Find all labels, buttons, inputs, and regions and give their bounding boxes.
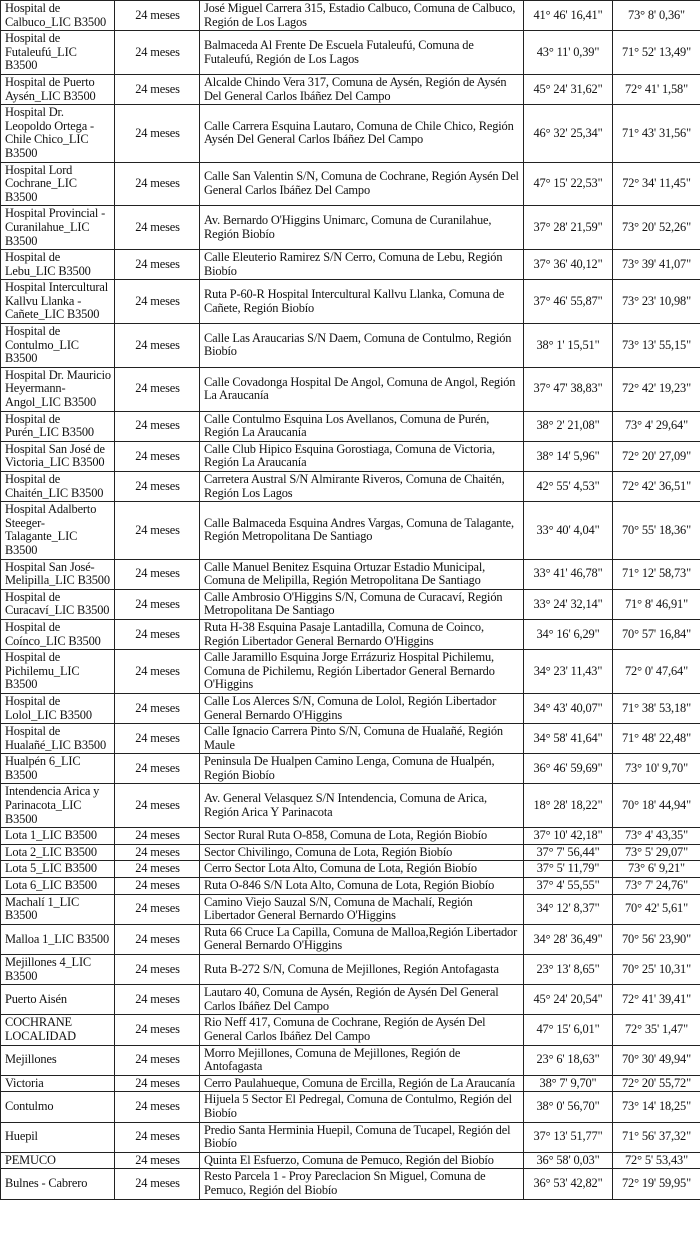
longitude-cell: 73° 13' 55,15" [613, 324, 700, 368]
address-cell: Sector Chivilingo, Comuna de Lota, Región Biobío [200, 844, 524, 861]
address-cell: Predio Santa Herminia Huepil, Comuna de Tucapel, Región del Biobío [200, 1122, 524, 1152]
table-row [1, 502, 700, 559]
site-name-cell: Hospital de Purén_LIC B3500 [1, 411, 115, 441]
table-row [1, 828, 700, 845]
longitude-cell: 72° 20' 27,09" [613, 441, 700, 471]
table-row [1, 1169, 700, 1199]
latitude-cell: 34° 12' 8,37" [524, 894, 613, 924]
longitude-cell: 73° 14' 18,25" [613, 1092, 700, 1122]
term-cell: 24 meses [115, 324, 200, 368]
term-cell: 24 meses [115, 693, 200, 723]
latitude-cell: 37° 7' 56,44" [524, 844, 613, 861]
longitude-cell: 72° 5' 53,43" [613, 1152, 700, 1169]
table-row [1, 411, 700, 441]
latitude-cell: 34° 43' 40,07" [524, 693, 613, 723]
table-row [1, 878, 700, 895]
longitude-cell: 73° 8' 0,36" [613, 1, 700, 31]
table-row [1, 367, 700, 411]
latitude-cell: 37° 13' 51,77" [524, 1122, 613, 1152]
address-cell: Morro Mejillones, Comuna de Mejillones, Región de Antofagasta [200, 1045, 524, 1075]
site-name-cell: Hualpén 6_LIC B3500 [1, 754, 115, 784]
address-cell: José Miguel Carrera 315, Estadio Calbuco, Comuna de Calbuco, Región de Los Lagos [200, 1, 524, 31]
latitude-cell: 36° 53' 42,82" [524, 1169, 613, 1199]
site-name-cell: Hospital San José-Melipilla_LIC B3500 [1, 559, 115, 589]
address-cell: Calle Ambrosio O'Higgins S/N, Comuna de Curacaví, Región Metropolitana De Santiago [200, 589, 524, 619]
longitude-cell: 70° 18' 44,94" [613, 784, 700, 828]
latitude-cell: 43° 11' 0,39" [524, 31, 613, 75]
longitude-cell: 73° 39' 41,07" [613, 250, 700, 280]
longitude-cell: 71° 43' 31,56" [613, 105, 700, 162]
table-row [1, 1122, 700, 1152]
longitude-cell: 70° 42' 5,61" [613, 894, 700, 924]
longitude-cell: 70° 30' 49,94" [613, 1045, 700, 1075]
site-name-cell: Hospital de Puerto Aysén_LIC B3500 [1, 74, 115, 104]
table-row [1, 105, 700, 162]
term-cell: 24 meses [115, 411, 200, 441]
table-row [1, 754, 700, 784]
longitude-cell: 73° 20' 52,26" [613, 206, 700, 250]
latitude-cell: 37° 28' 21,59" [524, 206, 613, 250]
term-cell: 24 meses [115, 955, 200, 985]
term-cell: 24 meses [115, 1015, 200, 1045]
longitude-cell: 73° 10' 9,70" [613, 754, 700, 784]
longitude-cell: 72° 42' 36,51" [613, 472, 700, 502]
site-name-cell: Hospital Intercultural Kallvu Llanka - Cañete_LIC B3500 [1, 280, 115, 324]
table-row [1, 162, 700, 206]
table-row [1, 250, 700, 280]
table-row [1, 1045, 700, 1075]
table-row [1, 1015, 700, 1045]
table-row [1, 844, 700, 861]
term-cell: 24 meses [115, 559, 200, 589]
site-name-cell: Lota 2_LIC B3500 [1, 844, 115, 861]
latitude-cell: 36° 46' 59,69" [524, 754, 613, 784]
address-cell: Av. General Velasquez S/N Intendencia, Comuna de Arica, Región Arica Y Parinacota [200, 784, 524, 828]
table-row [1, 955, 700, 985]
longitude-cell: 70° 55' 18,36" [613, 502, 700, 559]
longitude-cell: 73° 7' 24,76" [613, 878, 700, 895]
latitude-cell: 38° 0' 56,70" [524, 1092, 613, 1122]
address-cell: Calle Balmaceda Esquina Andres Vargas, Comuna de Talagante, Región Metropolitana De Santiago [200, 502, 524, 559]
term-cell: 24 meses [115, 784, 200, 828]
longitude-cell: 73° 5' 29,07" [613, 844, 700, 861]
site-name-cell: Hospital Dr. Leopoldo Ortega - Chile Chico_LIC B3500 [1, 105, 115, 162]
table-row [1, 861, 700, 878]
site-name-cell: PEMUCO [1, 1152, 115, 1169]
address-cell: Quinta El Esfuerzo, Comuna de Pemuco, Región del Biobío [200, 1152, 524, 1169]
term-cell: 24 meses [115, 844, 200, 861]
site-name-cell: Hospital de Pichilemu_LIC B3500 [1, 650, 115, 694]
latitude-cell: 37° 36' 40,12" [524, 250, 613, 280]
term-cell: 24 meses [115, 162, 200, 206]
address-cell: Ruta B-272 S/N, Comuna de Mejillones, Región Antofagasta [200, 955, 524, 985]
site-name-cell: Hospital de Coínco_LIC B3500 [1, 619, 115, 649]
address-cell: Ruta O-846 S/N Lota Alto, Comuna de Lota, Región Biobío [200, 878, 524, 895]
address-cell: Calle Las Araucarias S/N Daem, Comuna de Contulmo, Región Biobío [200, 324, 524, 368]
address-cell: Cerro Sector Lota Alto, Comuna de Lota, Región Biobío [200, 861, 524, 878]
table-row [1, 74, 700, 104]
term-cell: 24 meses [115, 31, 200, 75]
term-cell: 24 meses [115, 441, 200, 471]
latitude-cell: 23° 6' 18,63" [524, 1045, 613, 1075]
address-cell: Calle Manuel Benitez Esquina Ortuzar Estadio Municipal, Comuna de Melipilla, Región Metropolitana De Santiago [200, 559, 524, 589]
site-name-cell: Hospital Provincial - Curanilahue_LIC B3500 [1, 206, 115, 250]
site-name-cell: Bulnes - Cabrero [1, 1169, 115, 1199]
table-row [1, 784, 700, 828]
longitude-cell: 71° 8' 46,91" [613, 589, 700, 619]
table-row [1, 693, 700, 723]
site-name-cell: Hospital San José de Victoria_LIC B3500 [1, 441, 115, 471]
longitude-cell: 72° 41' 1,58" [613, 74, 700, 104]
table-row [1, 559, 700, 589]
table-row [1, 441, 700, 471]
term-cell: 24 meses [115, 1, 200, 31]
address-cell: Ruta H-38 Esquina Pasaje Lantadilla, Comuna de Coinco, Región Libertador General Bernardo O'Higgins [200, 619, 524, 649]
latitude-cell: 37° 47' 38,83" [524, 367, 613, 411]
table-row [1, 619, 700, 649]
term-cell: 24 meses [115, 502, 200, 559]
longitude-cell: 73° 4' 43,35" [613, 828, 700, 845]
latitude-cell: 38° 14' 5,96" [524, 441, 613, 471]
address-cell: Cerro Paulahueque, Comuna de Ercilla, Región de La Araucanía [200, 1075, 524, 1092]
longitude-cell: 72° 0' 47,64" [613, 650, 700, 694]
table-row [1, 472, 700, 502]
table-row [1, 724, 700, 754]
longitude-cell: 73° 4' 29,64" [613, 411, 700, 441]
site-name-cell: Hospital de Hualañé_LIC B3500 [1, 724, 115, 754]
address-cell: Camino Viejo Sauzal S/N, Comuna de Machalí, Región Libertador General Bernardo O'Higgins [200, 894, 524, 924]
longitude-cell: 71° 12' 58,73" [613, 559, 700, 589]
site-name-cell: Machalí 1_LIC B3500 [1, 894, 115, 924]
table-row [1, 589, 700, 619]
longitude-cell: 72° 34' 11,45" [613, 162, 700, 206]
latitude-cell: 37° 5' 11,79" [524, 861, 613, 878]
site-name-cell: Puerto Aisén [1, 985, 115, 1015]
sites-table-body [1, 1, 700, 1200]
site-name-cell: Lota 5_LIC B3500 [1, 861, 115, 878]
longitude-cell: 71° 52' 13,49" [613, 31, 700, 75]
site-name-cell: Hospital de Lebu_LIC B3500 [1, 250, 115, 280]
term-cell: 24 meses [115, 1122, 200, 1152]
latitude-cell: 34° 28' 36,49" [524, 924, 613, 954]
term-cell: 24 meses [115, 1169, 200, 1199]
term-cell: 24 meses [115, 619, 200, 649]
site-name-cell: Lota 1_LIC B3500 [1, 828, 115, 845]
site-name-cell: Hospital de Contulmo_LIC B3500 [1, 324, 115, 368]
term-cell: 24 meses [115, 280, 200, 324]
latitude-cell: 38° 1' 15,51" [524, 324, 613, 368]
longitude-cell: 73° 23' 10,98" [613, 280, 700, 324]
table-row [1, 1092, 700, 1122]
site-name-cell: Hospital Lord Cochrane_LIC B3500 [1, 162, 115, 206]
term-cell: 24 meses [115, 206, 200, 250]
term-cell: 24 meses [115, 894, 200, 924]
latitude-cell: 37° 46' 55,87" [524, 280, 613, 324]
term-cell: 24 meses [115, 724, 200, 754]
latitude-cell: 34° 23' 11,43" [524, 650, 613, 694]
term-cell: 24 meses [115, 924, 200, 954]
address-cell: Peninsula De Hualpen Camino Lenga, Comuna de Hualpén, Región Biobío [200, 754, 524, 784]
site-name-cell: Victoria [1, 1075, 115, 1092]
table-row [1, 31, 700, 75]
address-cell: Balmaceda Al Frente De Escuela Futaleufú, Comuna de Futaleufú, Región de Los Lagos [200, 31, 524, 75]
term-cell: 24 meses [115, 250, 200, 280]
site-name-cell: Hospital Dr. Mauricio Heyermann-Angol_LIC B3500 [1, 367, 115, 411]
site-name-cell: Hospital de Chaitén_LIC B3500 [1, 472, 115, 502]
latitude-cell: 33° 41' 46,78" [524, 559, 613, 589]
term-cell: 24 meses [115, 754, 200, 784]
table-row [1, 1075, 700, 1092]
term-cell: 24 meses [115, 589, 200, 619]
site-name-cell: Lota 6_LIC B3500 [1, 878, 115, 895]
address-cell: Calle Club Hipico Esquina Gorostiaga, Comuna de Victoria, Región La Araucanía [200, 441, 524, 471]
term-cell: 24 meses [115, 367, 200, 411]
latitude-cell: 41° 46' 16,41" [524, 1, 613, 31]
term-cell: 24 meses [115, 1075, 200, 1092]
longitude-cell: 71° 56' 37,32" [613, 1122, 700, 1152]
table-row [1, 1152, 700, 1169]
address-cell: Ruta P-60-R Hospital Intercultural Kallvu Llanka, Comuna de Cañete, Región Biobío [200, 280, 524, 324]
latitude-cell: 36° 58' 0,03" [524, 1152, 613, 1169]
longitude-cell: 72° 35' 1,47" [613, 1015, 700, 1045]
address-cell: Ruta 66 Cruce La Capilla, Comuna de Malloa,Región Libertador General Bernardo O'Higgins [200, 924, 524, 954]
term-cell: 24 meses [115, 861, 200, 878]
latitude-cell: 33° 40' 4,04" [524, 502, 613, 559]
term-cell: 24 meses [115, 828, 200, 845]
address-cell: Lautaro 40, Comuna de Aysén, Región de Aysén Del General Carlos Ibáñez Del Campo [200, 985, 524, 1015]
longitude-cell: 73° 6' 9,21" [613, 861, 700, 878]
term-cell: 24 meses [115, 985, 200, 1015]
latitude-cell: 46° 32' 25,34" [524, 105, 613, 162]
address-cell: Calle Eleuterio Ramirez S/N Cerro, Comuna de Lebu, Región Biobío [200, 250, 524, 280]
site-name-cell: Hospital Adalberto Steeger-Talagante_LIC B3500 [1, 502, 115, 559]
latitude-cell: 45° 24' 20,54" [524, 985, 613, 1015]
latitude-cell: 18° 28' 18,22" [524, 784, 613, 828]
address-cell: Sector Rural Ruta O-858, Comuna de Lota, Región Biobío [200, 828, 524, 845]
longitude-cell: 72° 20' 55,72" [613, 1075, 700, 1092]
address-cell: Calle San Valentin S/N, Comuna de Cochrane, Región Aysén Del General Carlos Ibáñez Del Campo [200, 162, 524, 206]
site-name-cell: COCHRANE LOCALIDAD [1, 1015, 115, 1045]
table-row [1, 894, 700, 924]
longitude-cell: 71° 48' 22,48" [613, 724, 700, 754]
site-name-cell: Malloa 1_LIC B3500 [1, 924, 115, 954]
latitude-cell: 37° 10' 42,18" [524, 828, 613, 845]
longitude-cell: 72° 19' 59,95" [613, 1169, 700, 1199]
term-cell: 24 meses [115, 878, 200, 895]
address-cell: Calle Carrera Esquina Lautaro, Comuna de Chile Chico, Región Aysén Del General Carlos Ibáñez Del Campo [200, 105, 524, 162]
address-cell: Rio Neff 417, Comuna de Cochrane, Región de Aysén Del General Carlos Ibáñez Del Campo [200, 1015, 524, 1045]
latitude-cell: 34° 58' 41,64" [524, 724, 613, 754]
latitude-cell: 34° 16' 6,29" [524, 619, 613, 649]
term-cell: 24 meses [115, 74, 200, 104]
site-name-cell: Mejillones [1, 1045, 115, 1075]
latitude-cell: 45° 24' 31,62" [524, 74, 613, 104]
latitude-cell: 37° 4' 55,55" [524, 878, 613, 895]
longitude-cell: 70° 57' 16,84" [613, 619, 700, 649]
table-row [1, 985, 700, 1015]
address-cell: Calle Contulmo Esquina Los Avellanos, Comuna de Purén, Región La Araucanía [200, 411, 524, 441]
latitude-cell: 33° 24' 32,14" [524, 589, 613, 619]
latitude-cell: 47° 15' 6,01" [524, 1015, 613, 1045]
table-row [1, 280, 700, 324]
latitude-cell: 23° 13' 8,65" [524, 955, 613, 985]
longitude-cell: 71° 38' 53,18" [613, 693, 700, 723]
term-cell: 24 meses [115, 1045, 200, 1075]
term-cell: 24 meses [115, 472, 200, 502]
address-cell: Calle Jaramillo Esquina Jorge Errázuriz Hospital Pichilemu, Comuna de Pichilemu, Región Libertador General Bernardo O'Higgins [200, 650, 524, 694]
term-cell: 24 meses [115, 105, 200, 162]
site-name-cell: Hospital de Lolol_LIC B3500 [1, 693, 115, 723]
latitude-cell: 38° 7' 9,70" [524, 1075, 613, 1092]
table-row [1, 324, 700, 368]
address-cell: Hijuela 5 Sector El Pedregal, Comuna de Contulmo, Región del Biobío [200, 1092, 524, 1122]
site-name-cell: Huepil [1, 1122, 115, 1152]
address-cell: Resto Parcela 1 - Proy Pareclacion Sn Miguel, Comuna de Pemuco, Región del Biobío [200, 1169, 524, 1199]
address-cell: Calle Los Alerces S/N, Comuna de Lolol, Región Libertador General Bernardo O'Higgins [200, 693, 524, 723]
address-cell: Calle Covadonga Hospital De Angol, Comuna de Angol, Región La Araucanía [200, 367, 524, 411]
site-name-cell: Hospital de Calbuco_LIC B3500 [1, 1, 115, 31]
table-row [1, 650, 700, 694]
site-name-cell: Hospital de Curacaví_LIC B3500 [1, 589, 115, 619]
site-name-cell: Mejillones 4_LIC B3500 [1, 955, 115, 985]
longitude-cell: 70° 56' 23,90" [613, 924, 700, 954]
site-name-cell: Hospital de Futaleufú_LIC B3500 [1, 31, 115, 75]
table-row [1, 924, 700, 954]
table-row [1, 1, 700, 31]
longitude-cell: 72° 41' 39,41" [613, 985, 700, 1015]
term-cell: 24 meses [115, 650, 200, 694]
site-name-cell: Intendencia Arica y Parinacota_LIC B3500 [1, 784, 115, 828]
latitude-cell: 38° 2' 21,08" [524, 411, 613, 441]
latitude-cell: 47° 15' 22,53" [524, 162, 613, 206]
address-cell: Carretera Austral S/N Almirante Riveros, Comuna de Chaitén, Región Los Lagos [200, 472, 524, 502]
address-cell: Av. Bernardo O'Higgins Unimarc, Comuna de Curanilahue, Región Biobío [200, 206, 524, 250]
address-cell: Alcalde Chindo Vera 317, Comuna de Aysén, Región de Aysén Del General Carlos Ibáñez Del Campo [200, 74, 524, 104]
term-cell: 24 meses [115, 1092, 200, 1122]
site-name-cell: Contulmo [1, 1092, 115, 1122]
latitude-cell: 42° 55' 4,53" [524, 472, 613, 502]
term-cell: 24 meses [115, 1152, 200, 1169]
table-row [1, 206, 700, 250]
address-cell: Calle Ignacio Carrera Pinto S/N, Comuna de Hualañé, Región Maule [200, 724, 524, 754]
longitude-cell: 70° 25' 10,31" [613, 955, 700, 985]
longitude-cell: 72° 42' 19,23" [613, 367, 700, 411]
